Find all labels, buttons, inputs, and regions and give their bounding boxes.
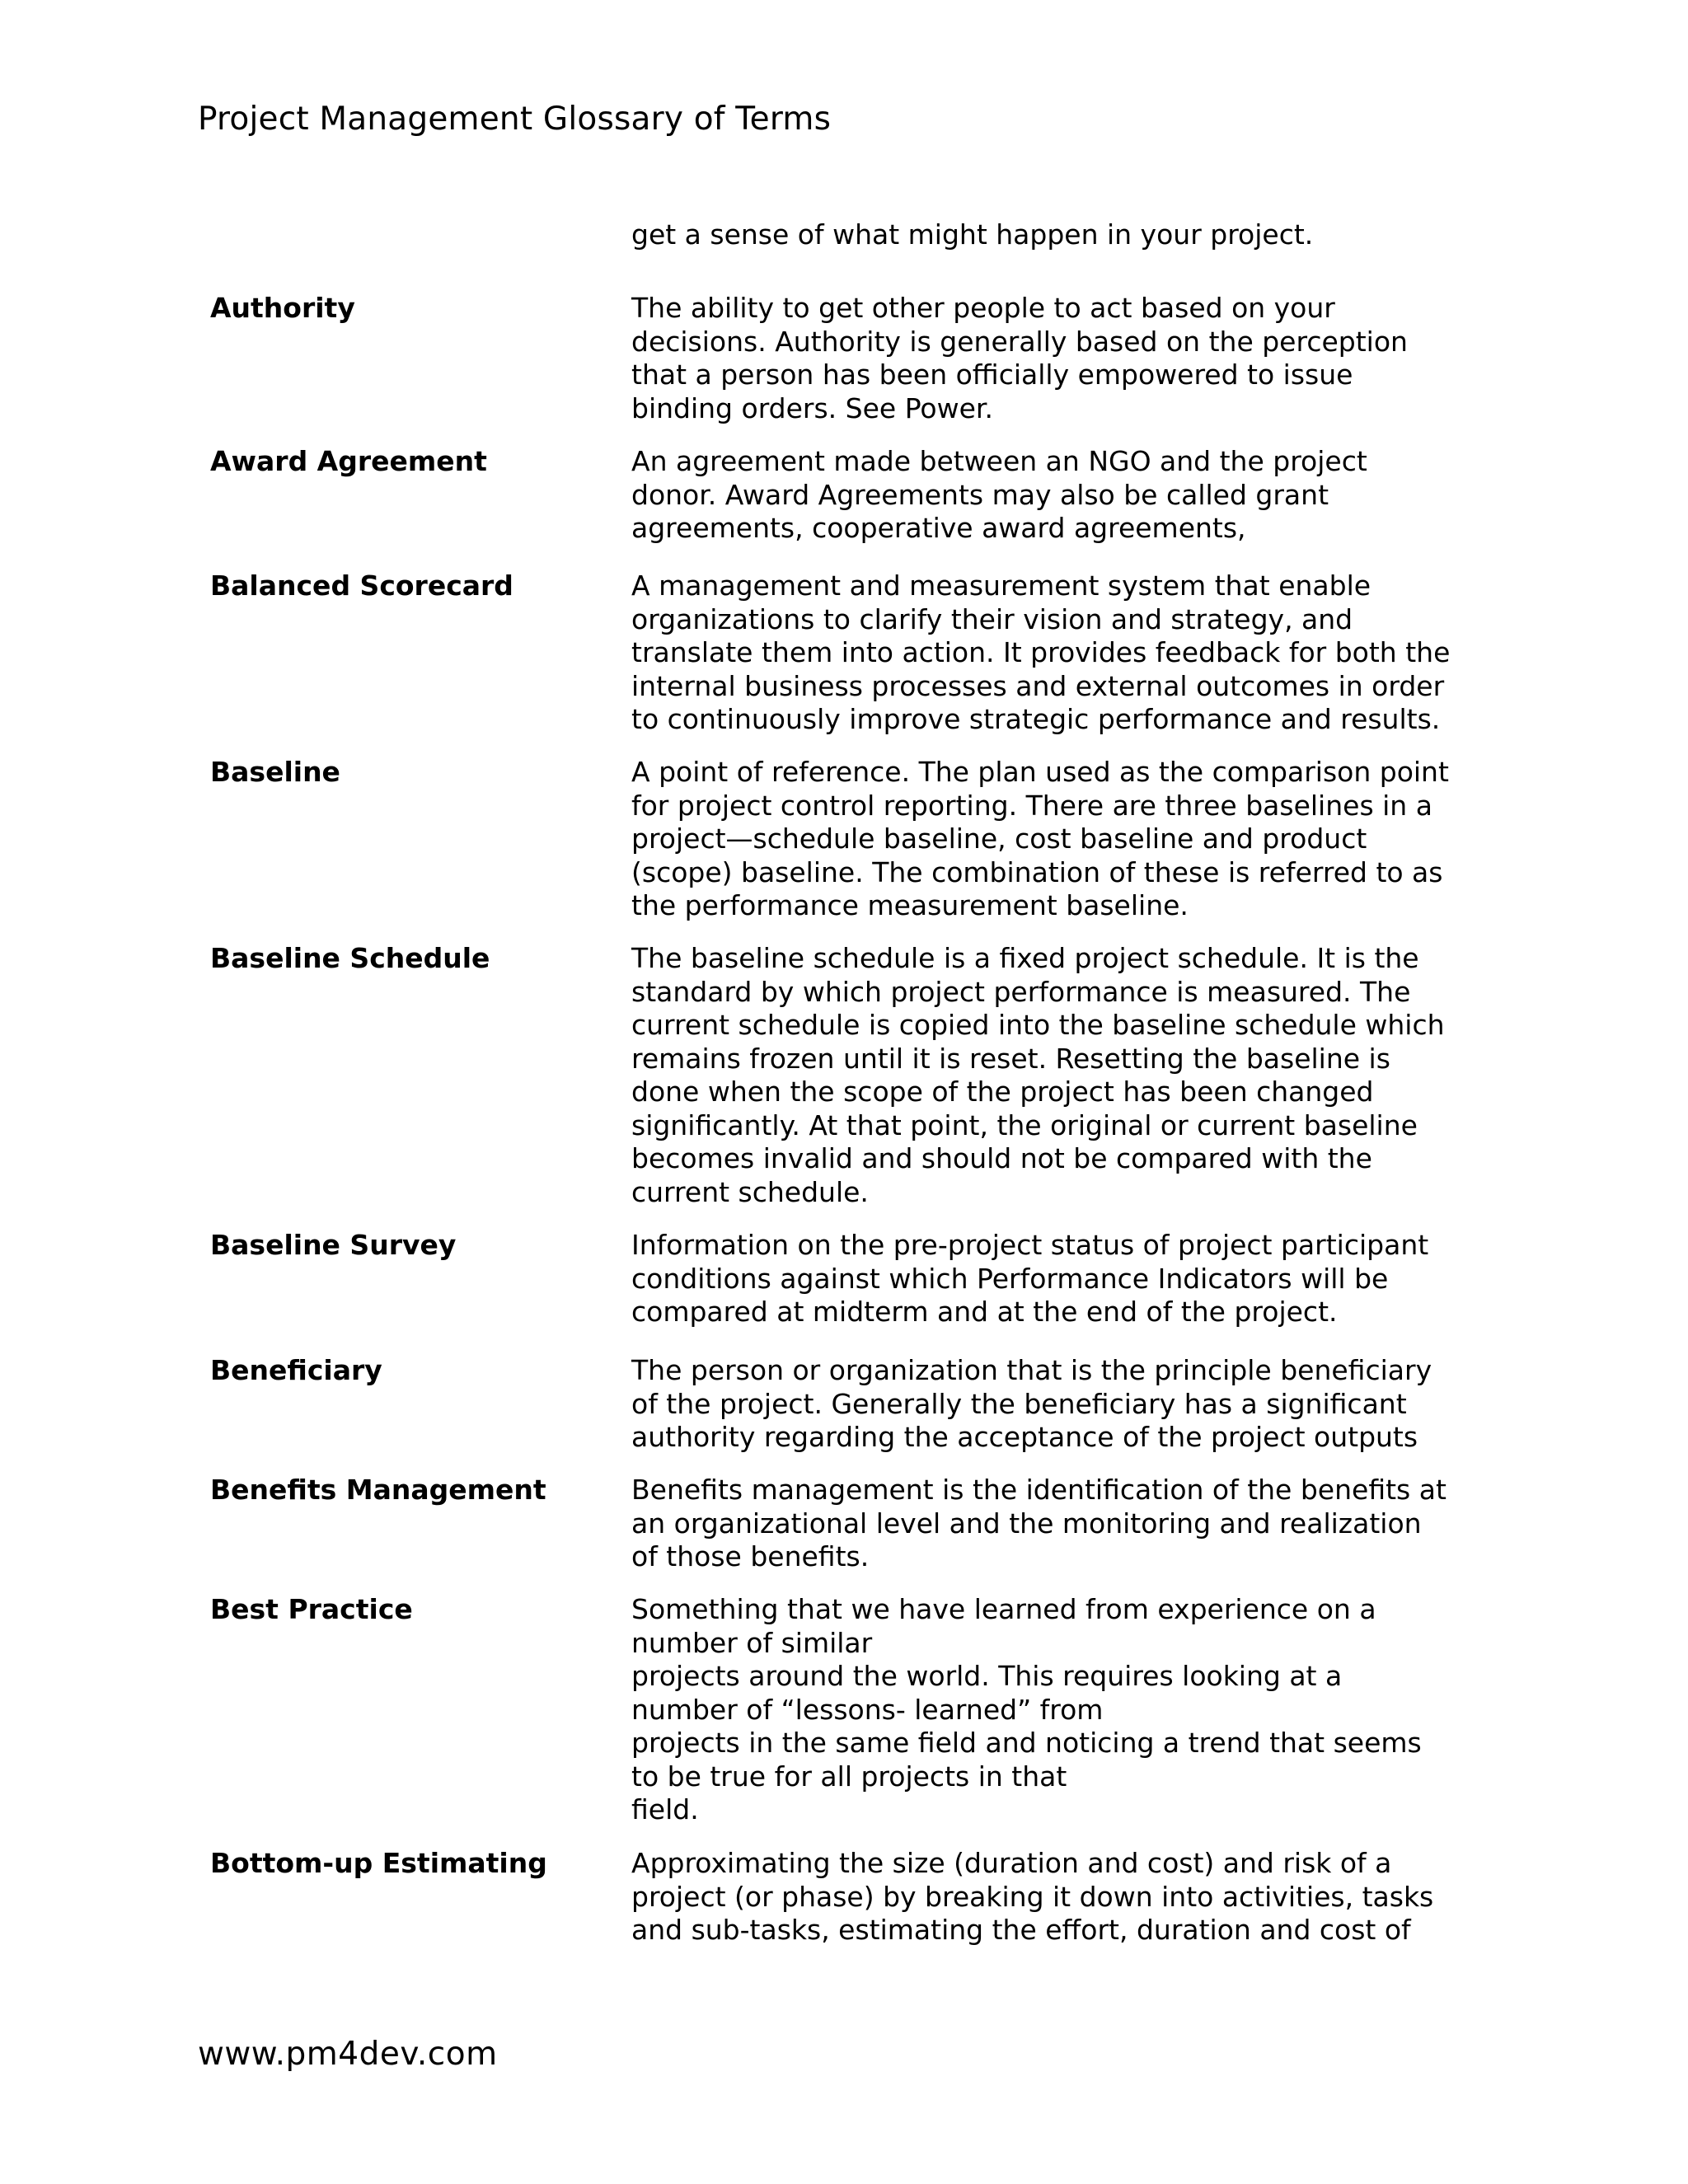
definition-line: internal business processes and external outcomes in order — [631, 669, 1445, 702]
definition-line: to be true for all projects in that — [631, 1760, 1067, 1793]
glossary-term: Baseline Survey — [210, 1229, 457, 1261]
glossary-term: Bottom-up Estimating — [210, 1847, 547, 1879]
glossary-term: Authority — [210, 292, 355, 324]
definition-line: projects in the same field and noticing a trend that seems — [631, 1727, 1422, 1759]
definition-line: project—schedule baseline, cost baseline and product — [631, 823, 1367, 855]
glossary-definition — [631, 1474, 1489, 1574]
definition-line: an organizational level and the monitoring and realization — [631, 1507, 1422, 1540]
definition-line: that a person has been officially empowered to issue — [631, 359, 1353, 391]
glossary-definition — [631, 292, 1489, 425]
definition-line: and sub-tasks, estimating the effort, duration and cost of — [631, 1914, 1411, 1946]
footer-website-url: www.pm4dev.com — [198, 2036, 498, 2073]
page-header-title: Project Management Glossary of Terms — [198, 101, 832, 138]
glossary-definition — [631, 445, 1489, 546]
definition-line: becomes invalid and should not be compared with the — [631, 1142, 1372, 1174]
definition-line: current schedule is copied into the baseline schedule which — [631, 1009, 1445, 1041]
definition-line: field. — [631, 1793, 699, 1825]
glossary-definition — [631, 1847, 1489, 1947]
definition-line: compared at midterm and at the end of the project. — [631, 1296, 1338, 1328]
glossary-term: Benefits Management — [210, 1474, 546, 1506]
glossary-term: Balanced Scorecard — [210, 569, 513, 602]
definition-line: number of similar — [631, 1626, 873, 1659]
definition-line: for project control reporting. There are three baselines in a — [631, 789, 1432, 822]
glossary-definition — [631, 1354, 1489, 1455]
definition-line: projects around the world. This requires looking at a — [631, 1660, 1343, 1692]
definition-line: number of “lessons- learned” from — [631, 1693, 1104, 1726]
definition-line: Approximating the size (duration and cost) and risk of a — [631, 1847, 1392, 1879]
definition-line: A point of reference. The plan used as the comparison point — [631, 756, 1449, 788]
definition-line: conditions against which Performance Indicators will be — [631, 1262, 1389, 1295]
definition-line: An agreement made between an NGO and the project — [631, 445, 1367, 477]
continued-definition: get a sense of what might happen in your project. — [631, 218, 1314, 251]
definition-line: translate them into action. It provides feedback for both the — [631, 636, 1451, 668]
glossary-term: Award Agreement — [210, 445, 487, 477]
definition-line: The ability to get other people to act based on your — [631, 292, 1335, 324]
glossary-definition — [631, 756, 1489, 923]
glossary-definition — [631, 942, 1489, 1209]
definition-line: of the project. Generally the beneficiary has a significant — [631, 1387, 1407, 1420]
definition-line: to continuously improve strategic performance and results. — [631, 703, 1441, 735]
definition-line: The person or organization that is the principle beneficiary — [631, 1354, 1432, 1386]
glossary-term: Baseline — [210, 756, 340, 788]
definition-line: the performance measurement baseline. — [631, 889, 1189, 921]
definition-line: agreements, cooperative award agreements, — [631, 512, 1246, 544]
definition-line: significantly. At that point, the original or current baseline — [631, 1108, 1418, 1141]
definition-line: authority regarding the acceptance of the project outputs — [631, 1421, 1418, 1453]
definition-line: of those benefits. — [631, 1540, 870, 1572]
definition-line: (scope) baseline. The combination of these is referred to as — [631, 855, 1443, 888]
definition-line: project (or phase) by breaking it down into activities, tasks — [631, 1880, 1434, 1913]
glossary-definition — [631, 569, 1489, 737]
definition-line: standard by which project performance is measured. The — [631, 975, 1411, 1008]
definition-line: remains frozen until it is reset. Resetting the baseline is — [631, 1042, 1390, 1075]
definition-line: Information on the pre-project status of project participant — [631, 1229, 1429, 1261]
glossary-term: Beneficiary — [210, 1354, 382, 1386]
glossary-term: Best Practice — [210, 1593, 413, 1625]
definition-line: A management and measurement system that enable — [631, 569, 1372, 602]
glossary-definition — [631, 1593, 1489, 1827]
glossary-term: Baseline Schedule — [210, 942, 490, 974]
glossary-definition — [631, 1229, 1489, 1329]
definition-line: Benefits management is the identification of the benefits at — [631, 1474, 1447, 1506]
definition-line: binding orders. See Power. — [631, 391, 993, 424]
definition-line: decisions. Authority is generally based on the perception — [631, 325, 1408, 358]
definition-line: donor. Award Agreements may also be called grant — [631, 478, 1329, 511]
definition-line: current schedule. — [631, 1175, 869, 1208]
definition-line: done when the scope of the project has been changed — [631, 1076, 1374, 1108]
definition-line: Something that we have learned from experience on a — [631, 1593, 1376, 1625]
definition-line: The baseline schedule is a fixed project schedule. It is the — [631, 942, 1419, 974]
definition-line: organizations to clarify their vision and strategy, and — [631, 602, 1353, 635]
